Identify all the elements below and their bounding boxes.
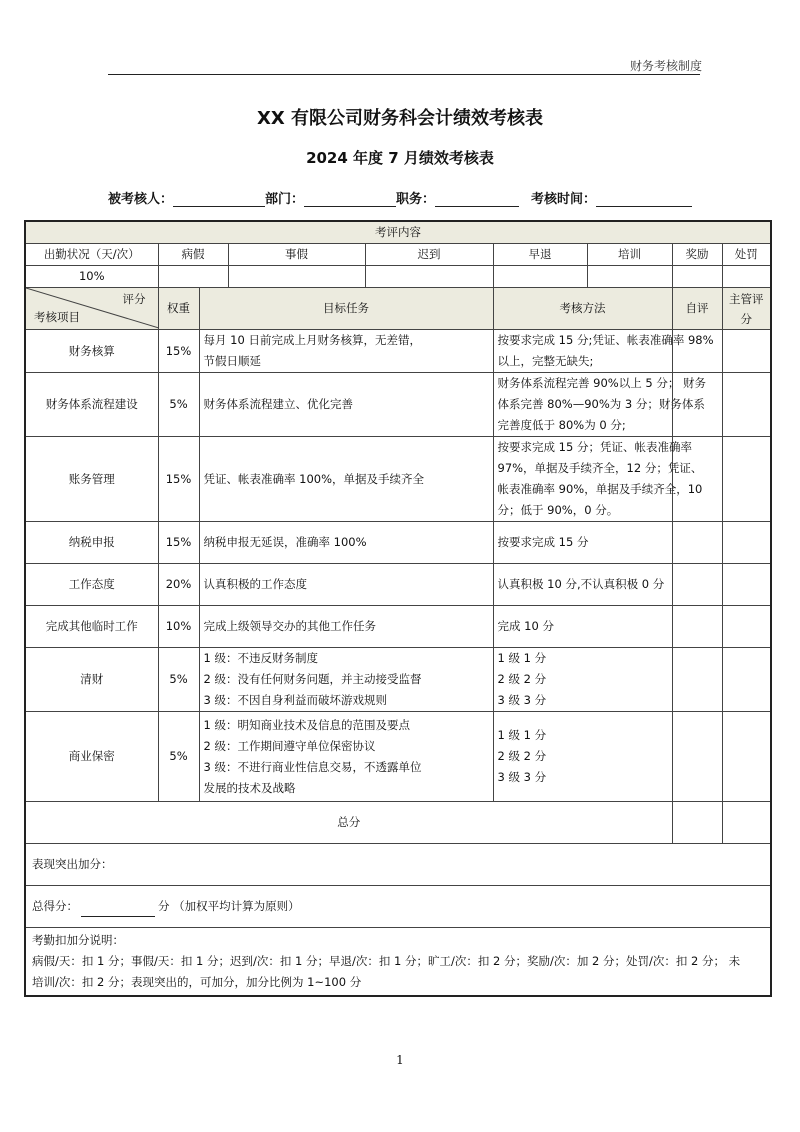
- table-row: [25, 330, 771, 373]
- bonus-label: 表现突出加分：: [25, 844, 771, 886]
- document-title: XX 有限公司财务科会计绩效考核表: [256, 108, 544, 129]
- header-weight: 权重: [158, 288, 199, 330]
- department-label: 部门：: [265, 192, 305, 207]
- supervisor-score-cell[interactable]: [722, 648, 771, 712]
- item-method: 认真积极 10 分,不认真积极 0 分: [493, 564, 672, 606]
- assessment-time-label: 考核时间：: [531, 192, 597, 207]
- item-target: 凭证、帐表准确率 100%，单据及手续齐全: [199, 437, 493, 522]
- supervisor-score-cell[interactable]: [722, 606, 771, 648]
- item-weight: 5%: [158, 373, 199, 437]
- item-target: 每月 10 日前完成上月财务核算，无差错， 节假日顺延: [199, 330, 493, 373]
- item-weight: 15%: [158, 522, 199, 564]
- attendance-weight: 10%: [25, 266, 158, 288]
- attendance-reward-cell[interactable]: [672, 266, 722, 288]
- item-method: 1 级 1 分 2 级 2 分 3 级 3 分: [493, 648, 672, 712]
- attendance-label: 出勤状况（天/次）: [25, 244, 158, 266]
- self-eval-cell[interactable]: [672, 606, 722, 648]
- supervisor-score-cell[interactable]: [722, 712, 771, 802]
- assessment-meta: [108, 188, 708, 207]
- item-method: 财务体系流程完善 90%以上 5 分； 财务 体系完善 80%—90%为 3 分；财务体系 完善度低于 80%为 0 分;: [493, 373, 672, 437]
- final-score-suffix: 分 （加权平均计算为原则）: [158, 899, 300, 913]
- attendance-late: 迟到: [365, 244, 493, 266]
- item-weight: 5%: [158, 648, 199, 712]
- item-name: 工作态度: [25, 564, 158, 606]
- self-eval-cell[interactable]: [672, 648, 722, 712]
- header-label: 财务考核制度: [629, 59, 702, 73]
- self-eval-cell[interactable]: [672, 564, 722, 606]
- item-target: 认真积极的工作态度: [199, 564, 493, 606]
- item-weight: 5%: [158, 712, 199, 802]
- page-number: 1: [396, 1053, 404, 1067]
- supervisor-score-cell[interactable]: [722, 522, 771, 564]
- total-supervisor-cell[interactable]: [722, 802, 771, 844]
- table-row: [25, 437, 771, 522]
- position-field[interactable]: [435, 192, 519, 207]
- header-supervisor-score: 主管评分: [722, 288, 771, 330]
- item-name: 财务核算: [25, 330, 158, 373]
- total-score-label: 总分: [25, 802, 672, 844]
- attendance-personal-leave-cell[interactable]: [228, 266, 365, 288]
- header-target: 目标任务: [199, 288, 493, 330]
- position-label: 职务：: [396, 192, 436, 207]
- assessee-field[interactable]: [173, 192, 265, 207]
- item-target: 1 级：不违反财务制度 2 级：没有任何财务问题，并主动接受监督 3 级：不因自身利益而破坏游戏规则: [199, 648, 493, 712]
- item-target: 1 级：明知商业技术及信息的范围及要点 2 级：工作期间遵守单位保密协议 3 级：不进行商业性信息交易，不透露单位 发展的技术及战略: [199, 712, 493, 802]
- supervisor-score-cell[interactable]: [722, 437, 771, 522]
- attendance-late-cell[interactable]: [365, 266, 493, 288]
- table-row: [25, 606, 771, 648]
- attendance-early-leave-cell[interactable]: [493, 266, 587, 288]
- header-self-eval: 自评: [672, 288, 722, 330]
- item-name: 账务管理: [25, 437, 158, 522]
- table-row: [25, 712, 771, 802]
- item-name: 纳税申报: [25, 522, 158, 564]
- attendance-reward: 奖励: [672, 244, 722, 266]
- item-name: 完成其他临时工作: [25, 606, 158, 648]
- supervisor-score-cell[interactable]: [722, 564, 771, 606]
- item-target: 财务体系流程建立、优化完善: [199, 373, 493, 437]
- header-rule: [108, 74, 700, 75]
- attendance-early-leave: 早退: [493, 244, 587, 266]
- item-method: 1 级 1 分 2 级 2 分 3 级 3 分: [493, 712, 672, 802]
- item-method: 按要求完成 15 分: [493, 522, 672, 564]
- attendance-notes: [25, 928, 771, 997]
- item-weight: 15%: [158, 437, 199, 522]
- document-subtitle: 2024 年度 7 月绩效考核表: [306, 149, 494, 167]
- self-eval-cell[interactable]: [672, 522, 722, 564]
- notes-line-2: 培训/次：扣 2 分；表现突出的，可加分，加分比例为 1~100 分: [32, 975, 362, 989]
- header-score: 评分: [122, 292, 146, 306]
- section-header: 考评内容: [25, 221, 771, 244]
- attendance-training: 培训: [587, 244, 672, 266]
- supervisor-score-cell[interactable]: [722, 373, 771, 437]
- notes-line-1: 病假/天：扣 1 分；事假/天：扣 1 分；迟到/次：扣 1 分；早退/次：扣 1 分；旷工/次：扣 2 分；奖励/次：加 2 分；处罚/次：扣 2 分； 未: [32, 954, 741, 968]
- notes-title: 考勤扣加分说明：: [32, 933, 124, 947]
- final-score-field[interactable]: [81, 902, 155, 917]
- table-row: [25, 522, 771, 564]
- final-score-label: 总得分：: [32, 899, 78, 913]
- supervisor-score-cell[interactable]: [722, 330, 771, 373]
- table-row: [25, 373, 771, 437]
- assessment-time-field[interactable]: [596, 192, 692, 207]
- table-row: [25, 564, 771, 606]
- department-field[interactable]: [304, 192, 396, 207]
- attendance-sick-leave-cell[interactable]: [158, 266, 228, 288]
- header-assessment-item: 考核项目: [34, 310, 80, 324]
- item-method: 按要求完成 15 分;凭证、帐表准确率 98% 以上，完整无缺失;: [493, 330, 672, 373]
- item-name: 财务体系流程建设: [25, 373, 158, 437]
- item-name: 商业保密: [25, 712, 158, 802]
- item-target: 纳税申报无延误，准确率 100%: [199, 522, 493, 564]
- item-method: 完成 10 分: [493, 606, 672, 648]
- attendance-sick-leave: 病假: [158, 244, 228, 266]
- diagonal-header-cell: [25, 288, 158, 330]
- performance-table: [24, 220, 772, 997]
- total-self-eval-cell[interactable]: [672, 802, 722, 844]
- item-weight: 20%: [158, 564, 199, 606]
- assessee-label: 被考核人：: [108, 192, 174, 207]
- item-method: 按要求完成 15 分；凭证、帐表准确率 97%，单据及手续齐全，12 分；凭证、 帐表准确率 90%，单据及手续齐全，10 分；低于 90%，0 分。: [493, 437, 672, 522]
- header-method: 考核方法: [493, 288, 672, 330]
- item-weight: 10%: [158, 606, 199, 648]
- attendance-penalty: 处罚: [722, 244, 771, 266]
- final-score-row: [25, 886, 771, 928]
- attendance-training-cell[interactable]: [587, 266, 672, 288]
- attendance-personal-leave: 事假: [228, 244, 365, 266]
- item-weight: 15%: [158, 330, 199, 373]
- attendance-penalty-cell[interactable]: [722, 266, 771, 288]
- self-eval-cell[interactable]: [672, 712, 722, 802]
- item-name: 清财: [25, 648, 158, 712]
- table-row: [25, 648, 771, 712]
- item-target: 完成上级领导交办的其他工作任务: [199, 606, 493, 648]
